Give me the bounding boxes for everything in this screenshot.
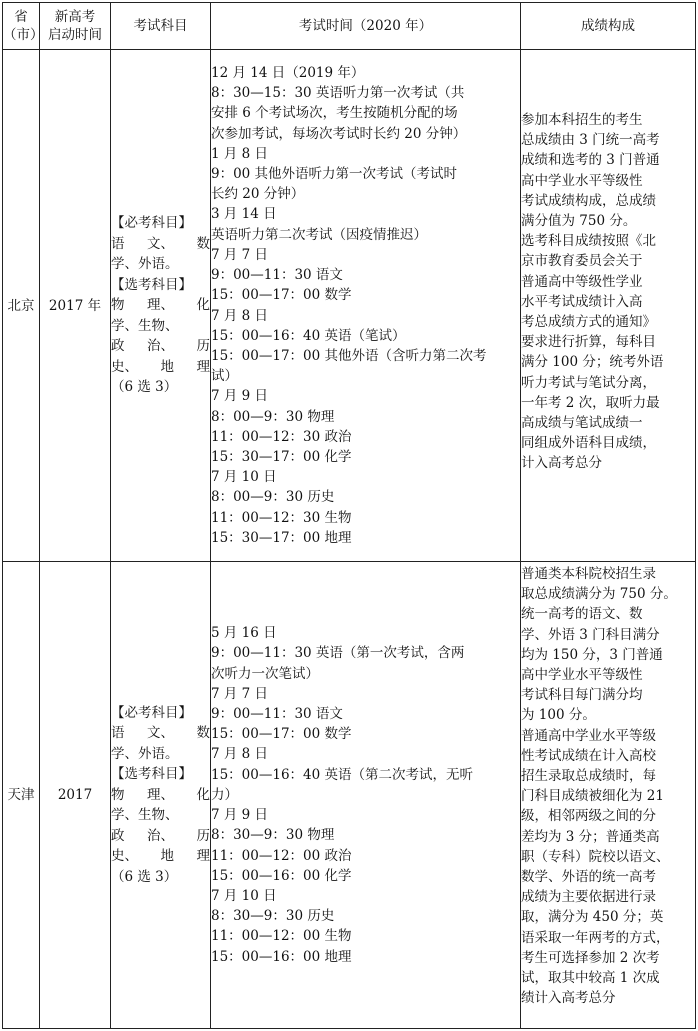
score-line: 均为 150 分，3 门普通 <box>521 646 663 663</box>
exam-time-line: 12 月 14 日（2019 年） <box>211 65 365 82</box>
score-line: 试，取其中较高 1 次成 <box>521 970 660 987</box>
exam-time-line: 9：00—11：30 英语（第一次考试，含两 <box>211 645 465 662</box>
subject-line <box>111 377 210 398</box>
subject-text: 语 <box>111 725 125 742</box>
score-line: 普通高中学业水平等级 <box>521 727 656 744</box>
subject-text: 【选考科目】 <box>111 766 192 783</box>
subject-line <box>111 723 210 744</box>
subject-text: 治、 <box>147 338 174 355</box>
exam-time-line: 15：00—17：00 数学 <box>211 287 352 304</box>
score-line: 语采取一年两考的方式， <box>521 929 670 946</box>
subject-text: 地 <box>160 358 174 375</box>
subject-line <box>111 764 210 785</box>
row-tianjin <box>3 562 696 1029</box>
score-line: 职（专科）院校以语文、 <box>521 848 670 865</box>
subject-text: 物 <box>111 786 125 803</box>
subject-text: 文、 <box>147 235 174 252</box>
score-composition-cell <box>521 562 696 1029</box>
subject-text: 史、 <box>111 848 138 865</box>
header-exam-time: 考试时间（2020 年） <box>211 3 521 50</box>
exam-time-line: 7 月 7 日 <box>211 246 269 263</box>
exam-schedule-table <box>2 2 696 1029</box>
subject-line <box>111 254 210 275</box>
exam-time-line: 安排 6 个考试场次，考生按随机分配的场 <box>211 105 458 122</box>
score-line: 一年考 2 次，取听力最 <box>521 394 660 411</box>
exam-time-line: 9：00—11：30 语文 <box>211 267 343 284</box>
province-cell: 北京 <box>3 50 40 562</box>
subject-line <box>111 234 210 255</box>
exam-time-line: 15：00—16：00 地理 <box>211 948 352 965</box>
score-line: 成绩和选考的 3 门普通 <box>521 152 660 169</box>
exam-time-line: 7 月 8 日 <box>211 307 269 324</box>
score-line: 计入高考总分 <box>521 455 602 472</box>
subject-text: 【必考科目】 <box>111 215 192 232</box>
subjects-cell <box>111 562 211 1029</box>
score-line: 考生可选择参加 2 次考 <box>521 949 660 966</box>
score-line: 考试科目每门满分均 <box>521 687 643 704</box>
score-line: 考试成绩构成，总成绩 <box>521 192 656 209</box>
subject-text: 理、 <box>147 297 174 314</box>
subject-text: 政 <box>111 827 125 844</box>
subject-line <box>111 826 210 847</box>
subjects-cell <box>111 50 211 562</box>
exam-time-line: 英语听力第二次考试（因疫情推迟） <box>211 226 427 243</box>
subject-text: 语 <box>111 235 125 252</box>
score-line: 考总成绩方式的通知》 <box>521 314 656 331</box>
exam-time-line: 15：00—17：00 其他外语（含听力第二次考 <box>211 347 487 364</box>
subject-text: 历 <box>196 827 210 844</box>
score-line: 高中学业水平等级性 <box>521 172 643 189</box>
score-line: 听力考试与笔试分离， <box>521 374 656 391</box>
start-year-cell: 2017 <box>40 562 111 1029</box>
header-province-line: 省 <box>14 9 28 25</box>
exam-time-line: 8：00—9：30 物理 <box>211 408 335 425</box>
header-province <box>3 3 44 50</box>
subject-text: 化 <box>196 786 210 803</box>
score-line: 招生录取总成绩时，每 <box>521 768 656 785</box>
score-line: 满分值为 750 分。 <box>521 213 637 230</box>
score-line: 取，满分为 450 分；英 <box>521 909 664 926</box>
score-line: 满分 100 分；统考外语 <box>521 354 664 371</box>
score-line: 普通类本科院校招生录 <box>521 566 656 582</box>
exam-time-line: 长约 20 分钟） <box>211 186 305 203</box>
subject-line <box>111 336 210 357</box>
exam-time-line: 9：00—11：30 语文 <box>211 706 343 723</box>
exam-time-line: 15：30—17：00 地理 <box>211 529 352 546</box>
score-line: 普通高中等级性学业 <box>521 273 643 290</box>
exam-time-line: 次参加考试，每场次考试时长约 20 分钟） <box>211 125 467 142</box>
score-line: 统一高考的语文、数 <box>521 606 643 623</box>
score-line: 性考试成绩在计入高校 <box>521 747 656 764</box>
subject-text: 治、 <box>147 827 174 844</box>
header-province-line: （市） <box>3 27 44 43</box>
score-line: 高成绩与笔试成绩一 <box>521 415 643 432</box>
score-line: 同组成外语科目成绩， <box>521 435 656 452</box>
score-line: 高中学业水平等级性 <box>521 667 643 684</box>
subject-line <box>111 785 210 806</box>
subject-line <box>111 805 210 826</box>
score-line: 参加本科招生的考生 <box>521 112 643 128</box>
exam-time-line: 7 月 7 日 <box>211 685 269 702</box>
exam-time-line: 7 月 9 日 <box>211 807 269 824</box>
exam-time-line: 9：00 其他外语听力第一次考试（考试时 <box>211 166 458 183</box>
subject-text: 政 <box>111 338 125 355</box>
exam-time-line: 15：00—16：40 英语（笔试） <box>211 327 406 344</box>
subject-line <box>111 295 210 316</box>
subject-line <box>111 744 210 765</box>
exam-time-line: 8：30—15：30 英语听力第一次考试（共 <box>211 85 465 102</box>
score-line: 成绩为主要依据进行录 <box>521 889 656 906</box>
exam-time-line: 7 月 9 日 <box>211 388 269 405</box>
exam-time-line: 次听力一次笔试） <box>211 665 319 682</box>
exam-time-line: 15：00—16：00 化学 <box>211 867 352 884</box>
score-line: 门科目成绩被细化为 21 <box>521 788 664 805</box>
exam-time-line: 5 月 16 日 <box>211 625 277 642</box>
score-line: 要求进行折算，每科目 <box>521 334 656 351</box>
exam-time-line: 11：00—12：00 生物 <box>211 928 352 945</box>
subject-text: 学、生物、 <box>111 807 179 824</box>
score-line: 选考科目成绩按照《北 <box>521 233 656 250</box>
subject-line <box>111 213 210 234</box>
score-line: 差均为 3 分；普通类高 <box>521 828 660 845</box>
score-line: 京市教育委员会关于 <box>521 253 643 270</box>
province-cell: 天津 <box>3 562 40 1029</box>
header-start-time <box>40 3 111 50</box>
exam-time-line: 8：00—9：30 历史 <box>211 489 335 506</box>
exam-time-line: 8：30—9：30 物理 <box>211 827 335 844</box>
subject-line <box>111 867 210 888</box>
exam-time-line: 试） <box>211 368 238 385</box>
header-row <box>3 3 696 50</box>
exam-time-line: 11：00—12：00 政治 <box>211 847 352 864</box>
subject-text: 【选考科目】 <box>111 276 192 293</box>
exam-time-line: 7 月 10 日 <box>211 469 277 486</box>
exam-time-cell <box>211 562 521 1029</box>
subject-text: （6 选 3） <box>111 379 178 396</box>
subject-text: 文、 <box>147 725 174 742</box>
subject-text: （6 选 3） <box>111 868 178 885</box>
exam-time-line: 8：30—9：30 历史 <box>211 908 335 925</box>
score-line: 绩计入高考总分 <box>521 990 616 1007</box>
subject-text: 理 <box>196 358 210 375</box>
score-composition-cell <box>521 50 696 562</box>
subject-text: 学、生物、 <box>111 317 179 334</box>
score-line: 级，相邻两级之间的分 <box>521 808 656 825</box>
exam-time-line: 力） <box>211 786 238 803</box>
exam-time-line: 11：00—12：30 政治 <box>211 428 352 445</box>
subject-line <box>111 275 210 296</box>
score-line: 水平考试成绩计入高 <box>521 293 643 310</box>
subject-line <box>111 357 210 378</box>
header-subjects: 考试科目 <box>111 3 211 50</box>
subject-text: 理、 <box>147 786 174 803</box>
exam-time-line: 7 月 8 日 <box>211 746 269 763</box>
exam-time-line: 15：00—16：40 英语（第二次考试，无听 <box>211 766 474 783</box>
exam-time-line: 1 月 8 日 <box>211 145 269 162</box>
exam-time-line: 7 月 10 日 <box>211 887 277 904</box>
subject-line <box>111 316 210 337</box>
subject-text: 【必考科目】 <box>111 704 192 721</box>
exam-time-line: 11：00—12：30 生物 <box>211 509 352 526</box>
subject-text: 理 <box>196 848 210 865</box>
score-line: 学、外语 3 门科目满分 <box>521 626 660 643</box>
subject-text: 化 <box>196 297 210 314</box>
row-beijing <box>3 50 696 562</box>
subject-text: 历 <box>196 338 210 355</box>
exam-time-line: 15：30—17：00 化学 <box>211 448 352 465</box>
start-year-cell: 2017 年 <box>40 50 111 562</box>
score-line: 为 100 分。 <box>521 707 596 724</box>
exam-time-line: 15：00—17：00 数学 <box>211 726 352 743</box>
header-start-line: 新高考 <box>54 9 96 25</box>
header-start-line: 启动时间 <box>48 27 102 43</box>
subject-text: 学、外语。 <box>111 256 179 273</box>
subject-line <box>111 703 210 724</box>
subject-text: 数 <box>196 725 210 742</box>
subject-text: 地 <box>160 848 174 865</box>
header-score-composition: 成绩构成 <box>521 3 696 50</box>
subject-text: 数 <box>196 235 210 252</box>
exam-time-line: 3 月 14 日 <box>211 206 277 223</box>
subject-text: 史、 <box>111 358 138 375</box>
subject-text: 物 <box>111 297 125 314</box>
score-line: 取总成绩满分为 750 分。 <box>521 586 677 603</box>
exam-time-cell <box>211 50 521 562</box>
score-line: 总成绩由 3 门统一高考 <box>521 132 660 149</box>
score-line: 数学、外语的统一高考 <box>521 869 656 886</box>
subject-text: 学、外语。 <box>111 745 179 762</box>
subject-line <box>111 846 210 867</box>
